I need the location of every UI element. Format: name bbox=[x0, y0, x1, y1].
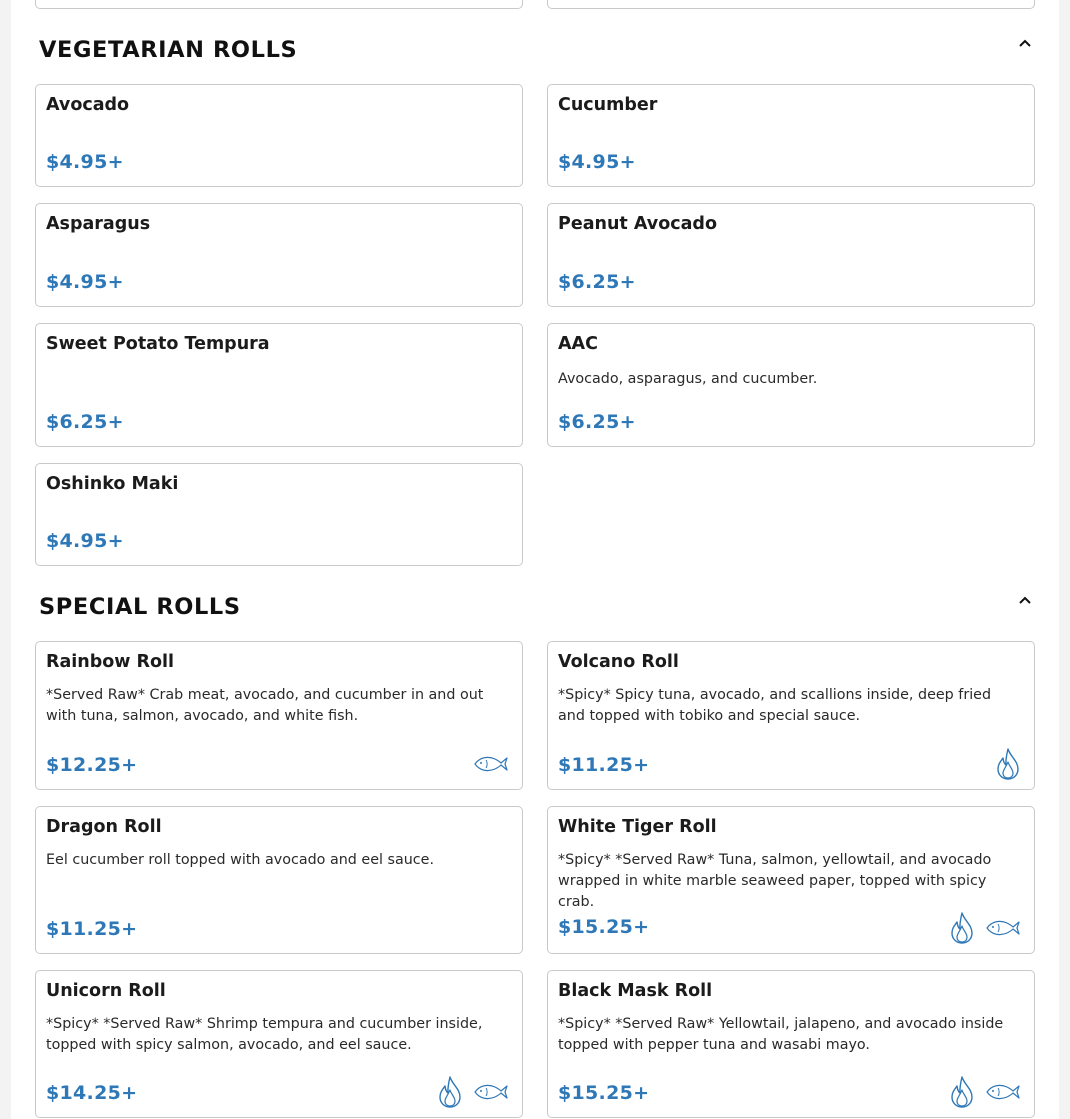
item-name: Sweet Potato Tempura bbox=[46, 334, 270, 354]
raw-fish-icon bbox=[986, 1082, 1020, 1102]
menu-item-card[interactable] bbox=[35, 970, 523, 1118]
item-price: $11.25+ bbox=[46, 918, 138, 940]
item-description: *Spicy* Spicy tuna, avocado, and scallions inside, deep fried and topped with tobiko and special sauce. bbox=[558, 687, 992, 724]
item-description: *Spicy* *Served Raw* Yellowtail, jalapeno, and avocado inside topped with pepper tuna and wasabi mayo. bbox=[558, 1016, 1004, 1053]
item-price: $4.95+ bbox=[46, 151, 124, 173]
item-name: Peanut Avocado bbox=[558, 214, 717, 234]
spicy-flame-icon bbox=[950, 1076, 974, 1108]
item-name: Unicorn Roll bbox=[46, 981, 166, 1001]
menu-item-card[interactable] bbox=[547, 203, 1035, 307]
menu-item-card[interactable] bbox=[35, 463, 523, 566]
chevron-up-icon bbox=[1015, 590, 1035, 610]
item-name: Asparagus bbox=[46, 214, 151, 234]
item-price: $6.25+ bbox=[558, 411, 636, 433]
previous-menu-item-card[interactable] bbox=[35, 0, 523, 9]
item-price: $15.25+ bbox=[558, 916, 650, 938]
item-price: $14.25+ bbox=[46, 1082, 138, 1104]
item-price: $4.95+ bbox=[46, 530, 124, 552]
item-description: Eel cucumber roll topped with avocado and eel sauce. bbox=[46, 852, 434, 868]
item-price: $12.25+ bbox=[46, 754, 138, 776]
item-description: *Served Raw* Crab meat, avocado, and cucumber in and out with tuna, salmon, avocado, and white fish. bbox=[46, 687, 484, 724]
previous-menu-item-card[interactable] bbox=[547, 0, 1035, 9]
item-description: *Spicy* *Served Raw* Shrimp tempura and cucumber inside, topped with spicy salmon, avocado, and eel sauce. bbox=[46, 1016, 483, 1053]
item-name: Dragon Roll bbox=[46, 817, 162, 837]
collapse-section-button[interactable] bbox=[1015, 590, 1035, 610]
item-name: Rainbow Roll bbox=[46, 652, 175, 672]
item-name: Cucumber bbox=[558, 95, 658, 115]
item-description: Avocado, asparagus, and cucumber. bbox=[558, 371, 818, 387]
menu-item-card[interactable] bbox=[547, 970, 1035, 1118]
section-title-special-rolls: SPECIAL ROLLS bbox=[39, 594, 241, 620]
item-price: $4.95+ bbox=[558, 151, 636, 173]
menu-item-card[interactable] bbox=[35, 84, 523, 187]
menu-page bbox=[11, 0, 1059, 1119]
menu-item-card[interactable] bbox=[547, 641, 1035, 790]
item-name: White Tiger Roll bbox=[558, 817, 717, 837]
menu-item-card[interactable] bbox=[35, 323, 523, 447]
item-name: Black Mask Roll bbox=[558, 981, 713, 1001]
spicy-flame-icon bbox=[996, 748, 1020, 780]
menu-item-card[interactable] bbox=[35, 641, 523, 790]
item-name: AAC bbox=[558, 334, 598, 354]
item-description: *Spicy* *Served Raw* Tuna, salmon, yellowtail, and avocado wrapped in white marble seaweed paper, topped with spicy crab. bbox=[558, 852, 992, 910]
spicy-flame-icon bbox=[438, 1076, 462, 1108]
collapse-section-button[interactable] bbox=[1015, 33, 1035, 53]
section-title-vegetarian-rolls: VEGETARIAN ROLLS bbox=[39, 37, 298, 63]
item-name: Oshinko Maki bbox=[46, 474, 179, 494]
item-price: $6.25+ bbox=[46, 411, 124, 433]
item-name: Volcano Roll bbox=[558, 652, 679, 672]
raw-fish-icon bbox=[986, 918, 1020, 938]
item-price: $11.25+ bbox=[558, 754, 650, 776]
item-price: $6.25+ bbox=[558, 271, 636, 293]
raw-fish-icon bbox=[474, 754, 508, 774]
spicy-flame-icon bbox=[950, 912, 974, 944]
item-price: $4.95+ bbox=[46, 271, 124, 293]
menu-item-card[interactable] bbox=[35, 203, 523, 307]
item-name: Avocado bbox=[46, 95, 130, 115]
menu-item-card[interactable] bbox=[547, 323, 1035, 447]
item-price: $15.25+ bbox=[558, 1082, 650, 1104]
menu-item-card[interactable] bbox=[547, 806, 1035, 954]
chevron-up-icon bbox=[1015, 33, 1035, 53]
raw-fish-icon bbox=[474, 1082, 508, 1102]
menu-item-card[interactable] bbox=[547, 84, 1035, 187]
menu-item-card[interactable] bbox=[35, 806, 523, 954]
